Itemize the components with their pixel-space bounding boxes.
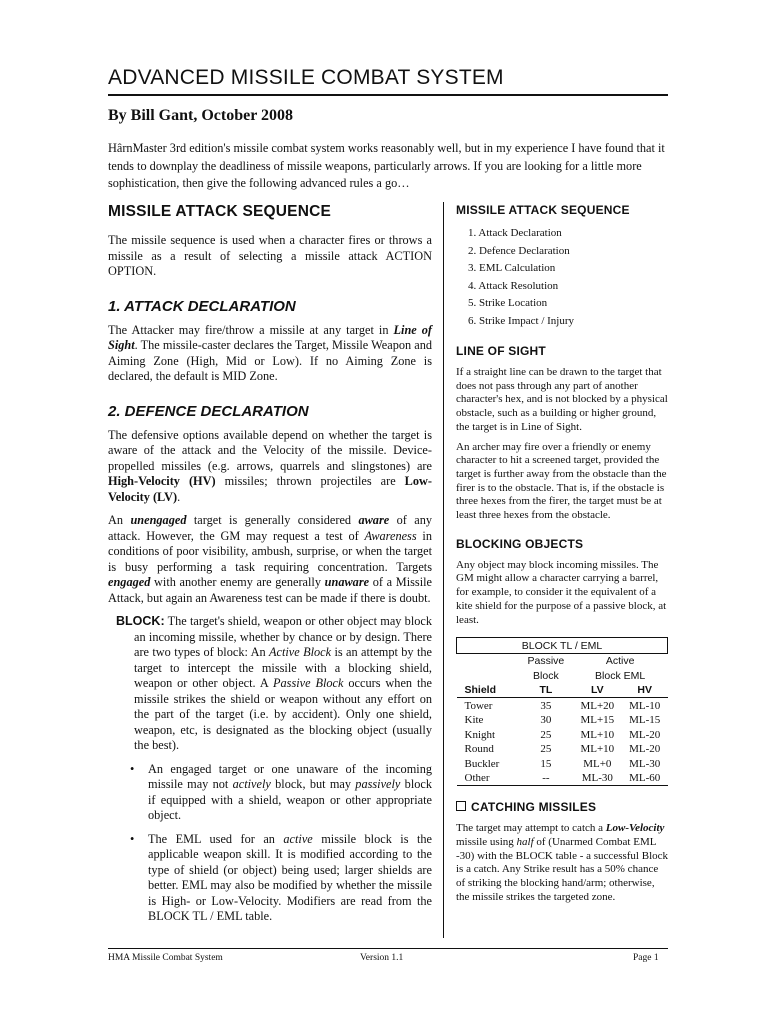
left-column — [108, 203, 432, 933]
table-row: Knight 25 ML+10 ML-20 — [464, 728, 661, 741]
block-bullet-list — [108, 762, 432, 925]
list-item: 1. Attack Declaration — [468, 227, 562, 239]
sequence-steps — [456, 225, 668, 330]
los-paragraph-2: An archer may fire over a friendly or enemy character to hit a screened target, provided the target is further away from the obstacle than the firer is to the obstacle. That is, if the obstacle is three hexes from the firer, the target must be at least three hexes from the obstacle. — [456, 440, 667, 522]
table-header-block-eml: Block EML — [595, 669, 646, 682]
catching-paragraph: The target may attempt to catch a Low-Velocity missile using half of (Unarmed Combat EML -30) with the BLOCK table - a successful Block is a catch. Any Strike result has a 50% chance of striking the blocking hand/arm; otherwise, the missile strikes the targeted zone. — [456, 822, 669, 903]
table-row: Other -- ML-30 ML-60 — [457, 771, 668, 786]
column-divider — [443, 202, 444, 938]
block-paragraph: BLOCK: The target's shield, weapon or other object may block an incoming missile, whether by chance or by design. There are two types of block: An Active Block is an attempt by the target to intercept the missile with a blocking shield, weapon or other object. A Passive Block occurs when the missile strikes the shield or weapon without any effort on the part of the target (i.e. by accident). Only one shield, weapon, etc, is designated as the blocking object (usually the best). — [116, 614, 432, 752]
bullet-icon: • — [130, 831, 135, 846]
table-row: Kite 30 ML+15 ML-15 — [464, 714, 661, 726]
table-row: Buckler 15 ML+0 ML-30 — [464, 757, 661, 770]
table-header-passive: Passive — [527, 655, 565, 667]
footer-rule — [108, 948, 668, 949]
checkbox-icon — [456, 801, 466, 811]
block-label: BLOCK: — [116, 614, 165, 628]
list-item: • The EML used for an active missile block is the applicable weapon skill. It is modified according to the type of shield (or object) being used; larger shields are better. EML may also be modified by whether the missile is High- or Low-Velocity. Modifiers are read from the BLOCK TL / EML table. — [130, 831, 432, 923]
blocking-paragraph: Any object may block incoming missiles. The GM might allow a character carrying a barrel, for example, to consider it the equivalent of a kite shield for the purpose of a passive block, at least. — [456, 558, 667, 626]
list-item: 4. Attack Resolution — [468, 279, 559, 292]
attack-paragraph: The Attacker may fire/throw a missile at any target in Line of Sight. The missile-caster declares the Target, Missile Weapon and Aiming Zone (High, Mid or Low). If no Aiming Zone is declared, the default is MID Zone. — [108, 322, 432, 383]
heading-missile-attack-sequence: MISSILE ATTACK SEQUENCE — [108, 203, 332, 220]
sequence-paragraph: The missile sequence is used when a character fires or throws a missile as a result of selecting a missile attack ACTION OPTION. — [108, 233, 432, 278]
footer-version: Version 1.1 — [360, 953, 404, 963]
list-item: • An engaged target or one unaware of the incoming missile may not actively block, but may passively block if equipped with a shield, weapon or other appropriate object. — [130, 761, 432, 822]
table-row: Tower 35 ML+20 ML-10 — [464, 699, 661, 712]
byline: By Bill Gant, October 2008 — [108, 107, 294, 124]
los-paragraph-1: If a straight line can be drawn to the target that does not pass through any part of another character's hex, and is not blocked by a physical obstacle, such as a building or higher ground, the target is in Line of Sight. — [456, 366, 668, 433]
column-header-hv: HV — [637, 684, 653, 696]
list-item: 2. Defence Declaration — [468, 244, 570, 257]
table-row: Round 25 ML+10 ML-20 — [464, 743, 661, 755]
block-tl-eml-table — [456, 637, 668, 786]
column-header-tl: TL — [539, 684, 553, 696]
awareness-paragraph: An unengaged target is generally considered aware of any attack. However, the GM may request a test of Awareness in conditions of poor visibility, ambush, surprise, or when the target is busy performing a task requiring concentration. Targets engaged with another enemy are generally unaware of a Missile Attack, but again an Awareness test can be made if there is doubt. — [108, 513, 433, 605]
table-header-active: Active — [605, 655, 635, 667]
heading-attack-declaration: 1. ATTACK DECLARATION — [108, 297, 296, 315]
column-header-lv: LV — [591, 684, 604, 696]
sidebar-heading-catching-missiles: CATCHING MISSILES — [456, 800, 668, 814]
list-item: 5. Strike Location — [468, 297, 548, 309]
column-header-shield: Shield — [464, 684, 497, 696]
list-item: 3. EML Calculation — [468, 262, 556, 274]
page-title: ADVANCED MISSILE COMBAT SYSTEM — [108, 66, 504, 89]
footer-page-number: Page 1 — [633, 953, 659, 963]
intro-paragraph: HârnMaster 3rd edition's missile combat system works reasonably well, but in my experience I have found that it tends to downplay the deadliness of missile weapons, particularly arrows. If you are looking for a little more sophistication, then give the following advanced rules a go… — [108, 141, 665, 190]
title-rule — [108, 94, 668, 96]
list-item: 6. Strike Impact / Injury — [468, 314, 575, 327]
table-header-block: Block — [533, 669, 559, 682]
footer-title: HMA Missile Combat System — [108, 953, 223, 963]
heading-defence-declaration: 2. DEFENCE DECLARATION — [108, 402, 309, 420]
sidebar-heading-blocking-objects: BLOCKING OBJECTS — [456, 536, 584, 551]
sidebar-heading-sequence: MISSILE ATTACK SEQUENCE — [456, 203, 630, 217]
defence-paragraph: The defensive options available depend on whether the target is aware of the attack and the Velocity of the missile. Device-propelled missiles (e.g. arrows, quarrels and slingstones) are High-Velocity (HV) missiles; thrown projectiles are Low-Velocity (LV). — [108, 427, 432, 504]
sidebar-heading-line-of-sight: LINE OF SIGHT — [456, 344, 546, 358]
bullet-icon: • — [130, 761, 135, 776]
right-column — [456, 203, 668, 904]
table-title: BLOCK TL / EML — [457, 638, 668, 654]
